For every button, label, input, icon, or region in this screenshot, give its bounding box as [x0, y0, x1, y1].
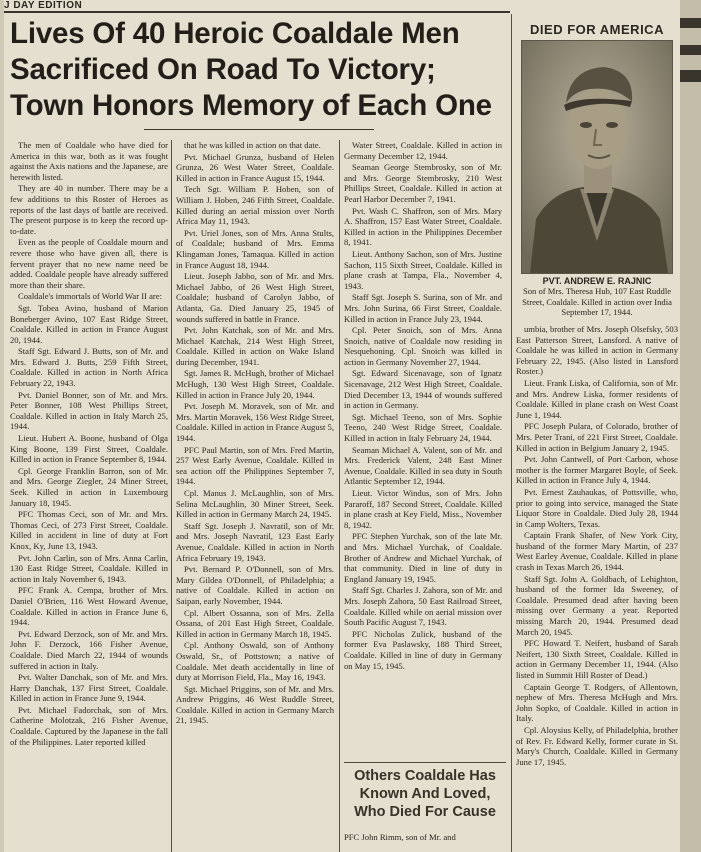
roster-paragraph: Cpl. Aloysius Kelly, of Philadelphia, brother of Rev. Fr. Edward Kelly, former curate in St. Mary's Church, Coaldale. Killed in Germany June 17, 1945.: [516, 724, 678, 767]
roster-paragraph: Staff Sgt. Joseph J. Navratil, son of Mr. and Mrs. Joseph Navratil, 123 East Early Avenue, Coaldale. Killed in action in North Africa February 19, 1943.: [176, 520, 334, 563]
portrait-caption: [516, 276, 678, 318]
roster-paragraph: Sgt. Michael Priggins, son of Mr. and Mrs. Andrew Priggins, 46 West Ruddle Street, Coaldale. Killed in action in Germany March 21, 1945.: [176, 683, 334, 726]
roster-paragraph: Staff Sgt. John A. Goldbach, of Lehighton, husband of the former Ida Sweeney, of Coaldale. Presumed dead after having been missing over Germany a year. Reported missing March 20, 1944. Presumed dead March 20, 1945.: [516, 573, 678, 637]
roster-paragraph: umbia, brother of Mrs. Joseph Olsefsky, 503 East Patterson Street, Lansford. A native of Coaldale he was killed in action in Germany February 22, 1945. (Also listed in Lansford Roster.): [516, 324, 678, 377]
newspaper-page: [4, 0, 680, 852]
roster-paragraph: Lieut. Victor Windus, son of Mrs. John Pararoff, 187 Second Street, Coaldale. Killed in plane crash at Key Field, Miss., November 8, 1942.: [344, 488, 502, 530]
headline-line-1: Lives Of 40 Heroic Coaldale Men: [10, 17, 460, 50]
headline-line-3: Town Honors Memory of Each One: [10, 89, 492, 122]
roster-paragraph: Even as the people of Coaldale mourn and revere those who have given all, there is fervent prayer that no new name need be added. Coaldale people have already suffered more than their share.: [10, 237, 168, 290]
roster-paragraph: Water Street, Coaldale. Killed in action in Germany December 12, 1944.: [344, 140, 502, 161]
page-edge-shadow: [680, 0, 701, 852]
roster-paragraph: Lieut. Frank Liska, of California, son of Mr. and Mrs. Andrew Liska, former residents of Coaldale. Killed in plane crash on West Coast June 1, 1944.: [516, 377, 678, 420]
subheading-line-1: Others Coaldale Has: [354, 768, 496, 784]
article-column-1: [10, 140, 168, 852]
roster-paragraph: Tech Sgt. William P. Hoben, son of William J. Hoben, 246 Fifth Street, Coaldale. Killed during an aerial mission over North Africa May 11, 1943.: [176, 184, 334, 227]
roster-paragraph: Sgt. James R. McHugh, brother of Michael McHugh, 130 West High Street, Coaldale. Killed in action in France July 20, 1944.: [176, 368, 334, 400]
roster-paragraph: The men of Coaldale who have died for America in this war, both as it was fought against the Axis nations and the Japanese, are herewith listed.: [10, 140, 168, 182]
roster-paragraph: Staff Sgt. Edward J. Butts, son of Mr. and Mrs. Edward J. Butts, 259 Fifth Street, Coaldale. Killed in action in North Africa February 22, 1943.: [10, 346, 168, 389]
adjacent-page-mark: [680, 45, 701, 55]
roster-paragraph: Pvt. Edward Derzock, son of Mr. and Mrs. John F. Derzock, 166 Fisher Avenue, Coaldale. Died March 22, 1944 of wounds suffered in action in Italy.: [10, 628, 168, 671]
roster-paragraph: Cpl. Anthony Oswald, son of Anthony Oswald, Sr., of Pottstown; a native of Coaldale. Met death accidentally in line of duty at Morrison Field, Fla., May 16, 1943.: [176, 640, 334, 683]
caption-name: PVT. ANDREW E. RAJNIC: [542, 276, 652, 286]
subheading-line-3: Who Died For Cause: [354, 804, 496, 820]
roster-paragraph: Seaman George Stembrosky, son of Mr. and Mrs. George Stembrosky, 210 West Phillips Street, Coaldale. Killed in action at Pearl Harbor December 7, 1941.: [344, 162, 502, 204]
roster-paragraph: Pvt. Ernest Zauhaukas, of Pottsville, who, prior to going into service, managed the State Liquor Store in Coaldale. Died July 28, 1944 in Camp Wolters, Texas.: [516, 486, 678, 529]
roster-paragraph: Lieut. Joseph Jabbo, son of Mr. and Mrs. Michael Jabbo, of 26 West High Street, Coaldale; husband of Carolyn Jabbo, of Atlanta, Ga. Died January 25, 1945 of wounds suffered in battle in France.: [176, 271, 334, 324]
roster-paragraph: Sgt. Michael Teeno, son of Mrs. Sophie Teeno, 240 West Ridge Street, Coaldale. Killed in action in Italy February 24, 1944.: [344, 411, 502, 444]
roster-paragraph: Cpl. Peter Snoich, son of Mrs. Anna Snoich, native of Coaldale now residing in Nesquehoning. Cpl. Snoich was killed in action in Germany November 27, 1944.: [344, 325, 502, 367]
roster-paragraph: PFC Frank A. Cempa, brother of Mrs. Daniel O'Brien, 116 West Howard Avenue, Coaldale. Killed in action in France June 6, 1944.: [10, 585, 168, 628]
roster-paragraph: PFC Paul Martin, son of Mrs. Fred Martin, 257 West Early Avenue, Coaldale. Killed in sea action off the Philippines September 7, 1944.: [176, 444, 334, 487]
roster-paragraph: PFC Joseph Pulara, of Colorado, brother of Mrs. Peter Trani, of 221 First Street, Coaldale. Killed in action in Belgium January 2, 1945.: [516, 421, 678, 453]
roster-paragraph: Captain Frank Shafer, of New York City, husband of the former Mary Martin, of 237 West Earley Avenue, Coaldale. Killed in plane crash in Texas March 26, 1944.: [516, 530, 678, 573]
adjacent-page-mark: [680, 70, 701, 82]
top-rule: [4, 11, 510, 13]
roster-paragraph: They are 40 in number. There may be a few additions to this Roster of Heroes as reports of the last days of battle are received. The present purpose is to keep the record up-to-date.: [10, 183, 168, 236]
roster-paragraph: Pvt. Michael Grunza, husband of Helen Grunza, 26 West Water Street, Coaldale. Killed in action in France August 15, 1944.: [176, 151, 334, 183]
headline-line-2: Sacrificed On Road To Victory;: [10, 53, 436, 86]
edition-label: J DAY EDITION: [4, 0, 83, 11]
roster-paragraph: Sgt. Tobea Avino, husband of Marion Boneberger Avino, 107 East Ridge Street, Coaldale. Killed in action in France August 20, 1944.: [10, 302, 168, 345]
roster-paragraph: PFC Thomas Ceci, son of Mr. and Mrs. Thomas Ceci, of 273 First Street, Coaldale. Killed in accident in line of duty at Fort Knox, Ky, June 13, 1943.: [10, 509, 168, 551]
roster-paragraph: Pvt. John Cantwell, of Port Carbon, whose mother is the former Margaret Boyle, of Seek. Killed in action in France July 4, 1944.: [516, 454, 678, 486]
roster-paragraph: Seaman Michael A. Valent, son of Mr. and Mrs. Frederick Valent, 248 East Miner Avenue, Coaldale. Killed in sea duty in South Atlantic September 12, 1944.: [344, 444, 502, 487]
roster-paragraph: Lieut. Anthony Sachon, son of Mrs. Justine Sachon, 115 Sixth Street, Coaldale. Killed in plane crash at Tampa, Fla., November 4, 1943.: [344, 248, 502, 291]
continued-line: PFC John Rimm, son of Mr. and: [344, 832, 456, 842]
roster-paragraph: Pvt. Walter Danchak, son of Mr. and Mrs. Harry Danchak, 137 First Street, Coaldale. Killed in action in France June 9, 1944.: [10, 672, 168, 704]
article-column-4: [516, 324, 678, 852]
headline-rule: [144, 129, 374, 130]
roster-paragraph: Sgt. Edward Sicenavage, son of Ignatz Sicenavage, 212 West High Street, Coaldale. Died December 13, 1944 of wounds suffered in action in Germany.: [344, 368, 502, 411]
roster-paragraph: Cpl. Albert Ossanna, son of Mrs. Zella Ossana, of 201 East High Street, Coaldale. Killed in action in Germany March 18, 1945.: [176, 607, 334, 639]
column-divider: [511, 14, 512, 852]
subheading-line-2: Known And Loved,: [359, 786, 491, 802]
roster-paragraph: PFC Nicholas Zulick, husband of the former Eva Paslawsky, 188 Third Street, Coaldale. Killed in line of duty in Germany on May 15, 1945.: [344, 628, 502, 671]
sidebar-title: DIED FOR AMERICA: [530, 22, 664, 37]
roster-paragraph: Lieut. Hubert A. Boone, husband of Olga King Boone, 139 First Street, Coaldale. Killed in action in France September 8, 1944.: [10, 433, 168, 465]
roster-paragraph: Staff Sgt. Charles J. Zahora, son of Mr. and Mrs. Joseph Zahora, 50 East Railroad Street, Coaldale. Killed while on aerial mission over South Pacific August 7, 1943.: [344, 585, 502, 628]
column-divider: [171, 140, 172, 852]
roster-paragraph: Pvt. Wash C. Shaffron, son of Mrs. Mary A. Shaffron, 157 East Water Street, Coaldale. Killed in action in the Philippines December 8, 1941.: [344, 205, 502, 248]
roster-paragraph: Pvt. John Carlin, son of Mrs. Anna Carlin, 130 East Ridge Street, Coaldale. Killed in action in Italy November 6, 1943.: [10, 552, 168, 584]
adjacent-page-mark: [680, 18, 701, 28]
roster-paragraph: Cpl. George Franklin Barron, son of Mr. and Mrs. George Ziegler, 24 Miner Street, Seek. Killed in action in Luxembourg January 18, 1945.: [10, 465, 168, 508]
roster-paragraph: PFC Stephen Yurchak, son of the late Mr. and Mrs. Michael Yurchak, of Coaldale. Brother of Andrew and Michael Yurchak, of that community. Died in line of duty in England January 19, 1945.: [344, 531, 502, 584]
portrait-illustration: [522, 41, 672, 273]
subheading-others: [344, 762, 506, 821]
caption-text: Son of Mrs. Theresa Hub, 107 East Ruddle Street, Coaldale. Killed in action over India September 17, 1944.: [522, 286, 672, 318]
roster-paragraph: Pvt. Michael Fadorchak, son of Mrs. Catherine Molotzak, 216 Fisher Avenue, Coaldale. Captured by the Japanese in the fall of the Philippines. Later reported killed: [10, 704, 168, 747]
roster-paragraph: Captain George T. Rodgers, of Allentown, nephew of Mrs. Theresa McHugh and Mrs. John Sopko, of Coaldale. Killed in action in Italy.: [516, 681, 678, 724]
roster-paragraph: Pvt. Daniel Bonner, son of Mr. and Mrs. Peter Bonner, 108 West Phillips Street, Coaldale. Killed in action in Italy March 25, 1944.: [10, 389, 168, 432]
roster-paragraph: Pvt. John Katchak, son of Mr. and Mrs. Michael Katchak, 214 West High Street, Coaldale. Killed in action on Wake Island during December, 1941.: [176, 325, 334, 367]
column-divider: [339, 140, 340, 852]
roster-paragraph: Coaldale's immortals of World War II are:: [18, 291, 162, 302]
roster-paragraph: Staff Sgt. Joseph S. Surina, son of Mr. and Mrs. John Surina, 66 First Street, Coaldale. Killed in action in France July 23, 1944.: [344, 292, 502, 324]
roster-paragraph: Cpl. Manus J. McLaughlin, son of Mrs. Selina McLaughlin, 30 Miner Street, Seek. Killed in action in Germany March 24, 1945.: [176, 488, 334, 520]
soldier-portrait: [521, 40, 673, 274]
roster-paragraph: Pvt. Joseph M. Moravek, son of Mr. and Mrs. Martin Moravek, 156 West Ridge Street, Coaldale. Killed in action in France August 5, 1944.: [176, 401, 334, 444]
roster-paragraph: PFC Howard T. Neifert, husband of Sarah Neifert, 130 Sixth Street, Coaldale. Killed in action in Germany December 11, 1944. (Also listed in Summit Hill Roster of Dead.): [516, 638, 678, 680]
roster-paragraph: Pvt. Uriel Jones, son of Mrs. Anna Stults, of Coaldale; husband of Mrs. Emma Klingaman Jones, Tamaqua. Killed in action in France August 18, 1944.: [176, 227, 334, 270]
roster-paragraph: Pvt. Bernard P. O'Donnell, son of Mrs. Mary Gildea O'Donnell, of Philadelphia; a native of Coaldale. Killed in action on Saipan, early November, 1944.: [176, 564, 334, 606]
article-column-3: [344, 140, 502, 772]
article-column-2: [176, 140, 334, 852]
headline: [10, 16, 510, 124]
roster-paragraph: that he was killed in action on that date.: [184, 140, 321, 150]
